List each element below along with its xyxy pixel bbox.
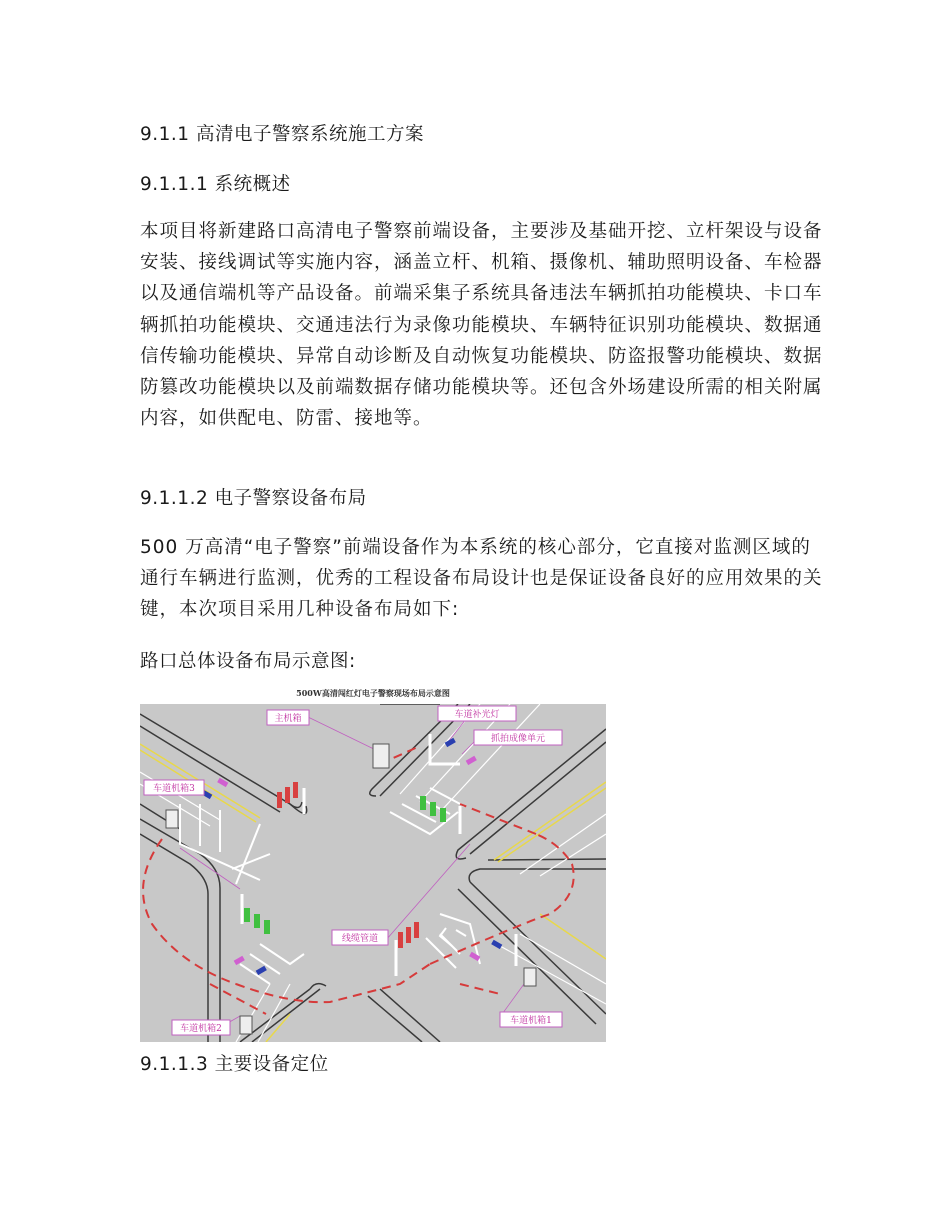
- svg-text:车道机箱1: 车道机箱1: [510, 1016, 552, 1026]
- label-lane-box-3: [144, 780, 204, 795]
- label-fill-light: [438, 706, 516, 721]
- svg-text:车道补光灯: 车道补光灯: [454, 710, 500, 720]
- figure-caption: 路口总体设备布局示意图:: [140, 651, 356, 672]
- svg-text:主机箱: 主机箱: [274, 714, 302, 724]
- label-lane-box-1: [500, 1012, 562, 1027]
- label-lane-box-2: [172, 1020, 230, 1035]
- overview-title: 9.1.1.1 系统概述: [140, 174, 291, 195]
- svg-text:车道机箱3: 车道机箱3: [153, 784, 195, 794]
- section-title: 9.1.1 高清电子警察系统施工方案: [140, 124, 424, 145]
- layout-title: 9.1.1.2 电子警察设备布局: [140, 488, 367, 509]
- layout-paragraph: 500 万高清“电子警察”前端设备作为本系统的核心部分，它直接对监测区域的通行车辆进行监测，优秀的工程设备布局设计也是保证设备良好的应用效果的关键，本次项目采用几种设备布局如下:: [140, 537, 823, 621]
- intersection-layout-figure: [140, 684, 606, 1042]
- label-cable-duct: [332, 930, 388, 945]
- figure-title: 500W高清闯红灯电子警察现场布局示意图: [296, 688, 450, 698]
- positioning-title: 9.1.1.3 主要设备定位: [140, 1054, 329, 1075]
- svg-text:抓拍成像单元: 抓拍成像单元: [490, 734, 546, 744]
- overview-paragraph: 本项目将新建路口高清电子警察前端设备，主要涉及基础开挖、立杆架设与设备安装、接线调试等实施内容，涵盖立杆、机箱、摄像机、辅助照明设备、车检器以及通信端机等产品设备。前端采集子系统具备违法车辆抓拍功能模块、卡口车辆抓拍功能模块、交通违法行为录像功能模块、车辆特征识别功能模块、数据通信传输功能模块、异常自动诊断及自动恢复功能模块、防盗报警功能模块、数据防篡改功能模块以及前端数据存储功能模块等。还包含外场建设所需的相关附属内容，如供配电、防雷、接地等。: [140, 221, 823, 430]
- label-capture-unit: [474, 730, 562, 745]
- svg-text:车道机箱2: 车道机箱2: [180, 1024, 222, 1034]
- label-host-box: [267, 710, 309, 725]
- svg-text:线缆管道: 线缆管道: [341, 934, 379, 944]
